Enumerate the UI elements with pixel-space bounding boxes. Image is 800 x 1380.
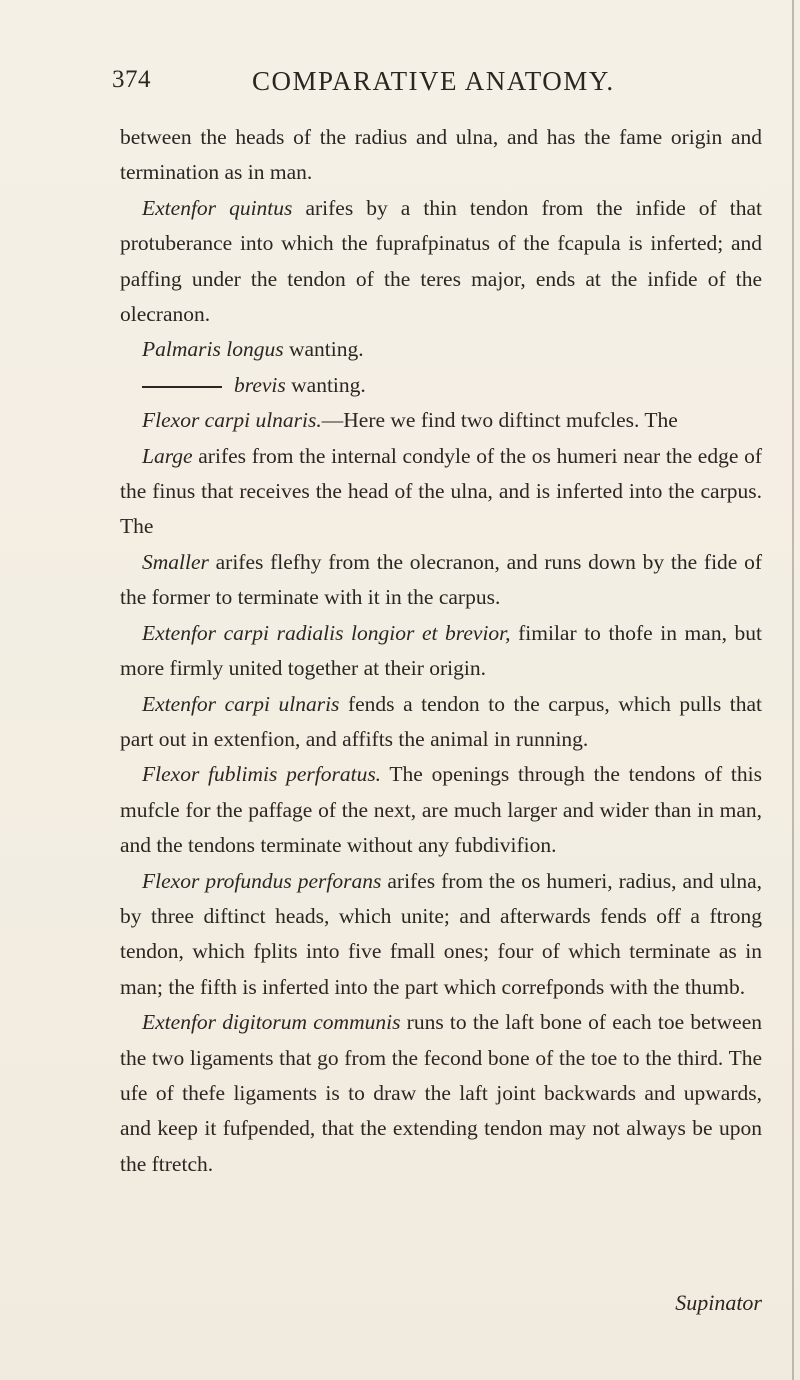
- muscle-term: Extenfor carpi radialis longior et brevior,: [142, 620, 511, 645]
- paragraph-large: [120, 439, 762, 545]
- muscle-term: Extenfor carpi ulnaris: [142, 691, 340, 716]
- paragraph-text: fimilar to thofe in man, but more firmly united together at their origin.: [120, 620, 762, 681]
- muscle-term: Extenfor quintus: [142, 195, 293, 220]
- paragraph-text: wanting.: [283, 337, 364, 362]
- muscle-term: Palmaris longus: [142, 337, 284, 362]
- muscle-term: brevis: [234, 372, 286, 397]
- catchword: Supinator: [675, 1290, 762, 1315]
- muscle-term: Extenfor digitorum communis: [142, 1010, 401, 1035]
- muscle-term: Flexor profundus perforans: [142, 868, 382, 893]
- paragraph-text: arifes from the os humeri, radius, and ulna, by three diftinct heads, which unite; and afterwards fends off a ftrong tendon, which fplits into five fmall ones; four of which terminate as in man; the fifth is inferted into the part which correfponds with the thumb.: [120, 868, 762, 999]
- paragraph-palmaris-brevis: [120, 368, 762, 403]
- paragraph-text: wanting.: [285, 372, 366, 397]
- paragraph-flexor-carpi-ulnaris: [120, 403, 762, 438]
- paragraph-text: arifes by a thin tendon from the infide of that protuberance into which the fuprafpinatus of the fcapula is inferted; and paffing under the tendon of the teres major, ends at the infide of the olecranon.: [120, 195, 762, 327]
- page-edge: [792, 0, 794, 1380]
- paragraph-flexor-sublimis: [120, 757, 762, 863]
- paragraph-text: The openings through the tendons of this mufcle for the paffage of the next, are much larger and wider than in man, and the tendons terminate without any fubdivifion.: [120, 762, 762, 858]
- muscle-term: Smaller: [142, 549, 209, 574]
- paragraph-text: fends a tendon to the carpus, which pulls that part out in extenfion, and affifts the animal in running.: [120, 691, 762, 751]
- paragraph-text: —Here we find two diftinct mufcles. The: [321, 408, 678, 433]
- ditto-dash: [142, 386, 222, 388]
- paragraph-palmaris-longus: [120, 332, 762, 367]
- muscle-term: Flexor fublimis perforatus.: [142, 762, 382, 787]
- paragraph-extensor-carpi-radialis: [120, 616, 762, 687]
- paragraph-flexor-profundus: [120, 864, 762, 1006]
- paragraph-text: arifes from the internal condyle of the os humeri near the edge of the finus that receives the head of the ulna, and is inferted into the carpus. The: [120, 443, 762, 539]
- muscle-term: Flexor carpi ulnaris.: [142, 408, 322, 433]
- paragraph-text: runs to the laft bone of each toe between the two ligaments that go from the fecond bone of the toe to the third. The ufe of thefe ligaments is to draw the laft joint backwards and upwards, and keep it fufpended, that the extending tendon may not always be upon the ftretch.: [120, 1010, 762, 1176]
- paragraph-extensor-digitorum: [120, 1005, 762, 1182]
- page-number: 374: [112, 66, 151, 93]
- page-header: [112, 66, 712, 106]
- paragraph-extensor-carpi-ulnaris: [120, 687, 762, 758]
- paragraph-continuation: [120, 120, 762, 191]
- paragraph-text: arifes flefhy from the olecranon, and runs down by the fide of the former to terminate with it in the carpus.: [120, 549, 762, 610]
- paragraph-smaller: [120, 545, 762, 616]
- running-head: COMPARATIVE ANATOMY.: [252, 66, 615, 96]
- page-body: [120, 120, 762, 1182]
- muscle-term: Large: [142, 443, 193, 468]
- paragraph-text: between the heads of the radius and ulna, and has the fame origin and termination as in man.: [120, 125, 762, 185]
- paragraph-extensor-quintus: [120, 191, 762, 333]
